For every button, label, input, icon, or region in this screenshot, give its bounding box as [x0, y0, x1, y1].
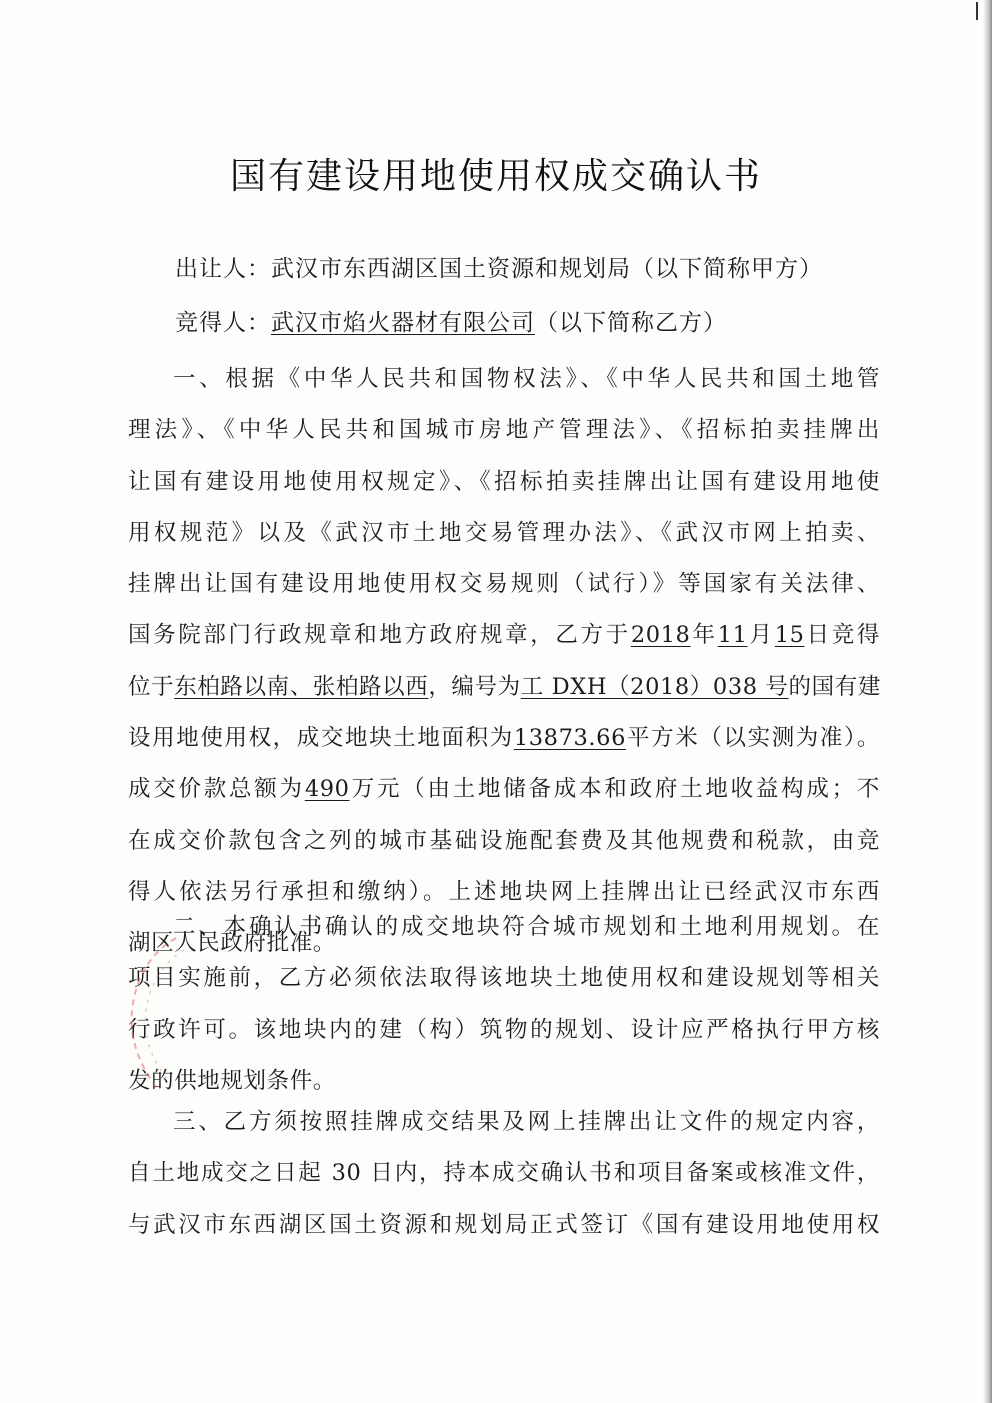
plot-location: 东柏路以南、张柏路以西	[174, 673, 429, 700]
text-run: 日竞得	[804, 622, 880, 649]
grantor-label: 出让人：	[175, 256, 271, 282]
scan-edge-mark	[976, 2, 978, 20]
section-1-line: 让国有建设用地使用权规定》、《招标拍卖挂牌出让国有建设用地使	[128, 468, 880, 495]
section-3-line: 三、乙方须按照挂牌成交结果及网上挂牌出让文件的规定内容，	[173, 1109, 880, 1135]
section-1-line: 一、根据《中华人民共和国物权法》、《中华人民共和国土地管	[173, 366, 880, 392]
document-title: 国有建设用地使用权成交确认书	[229, 156, 762, 197]
grantor-line	[175, 250, 823, 283]
text-run: ，编号为	[428, 673, 521, 700]
section-3-line: 自土地成交之日起 30 日内，持本成交确认书和项目备案或核准文件，	[128, 1160, 880, 1187]
section-1-line	[128, 713, 880, 764]
section-1-line	[128, 764, 880, 815]
section-1-line	[128, 662, 880, 713]
section-1-line: 得人依法另行承担和缴纳）。上述地块网上挂牌出让已经武汉市东西	[128, 878, 880, 905]
deal-price: 490	[304, 776, 350, 803]
grantor-name: 武汉市东西湖区国土资源和规划局	[271, 256, 631, 282]
bidder-name: 武汉市焰火器材有限公司	[271, 310, 535, 336]
section-1-line: 用权规范》以及《武汉市土地交易管理办法》、《武汉市网上拍卖、	[128, 519, 880, 546]
section-2-line: 行政许可。该地块内的建（构）筑物的规划、设计应严格执行甲方核	[128, 1016, 880, 1043]
plot-number: 工 DXH（2018）038 号	[520, 673, 789, 700]
text-run: 年	[690, 622, 718, 649]
bidder-label: 竞得人：	[175, 310, 271, 336]
text-run: 成交价款总额为	[128, 776, 305, 803]
text-run: 万元（由土地储备成本和政府土地收益构成；不	[349, 776, 880, 803]
text-run: 国务院部门行政规章和地方政府规章，乙方于	[128, 622, 631, 649]
section-3	[128, 1097, 880, 1251]
deal-month: 11	[717, 622, 748, 649]
section-2	[128, 902, 880, 1107]
section-3-line: 与武汉市东西湖区国土资源和规划局正式签订《国有建设用地使用权	[128, 1211, 880, 1238]
text-run: 月	[747, 622, 775, 649]
text-run: 的国有建	[788, 673, 881, 700]
section-1-line	[128, 610, 880, 661]
deal-day: 15	[774, 622, 805, 649]
section-1	[128, 354, 880, 970]
section-1-line: 挂牌出让国有建设用地使用权交易规则（试行）》等国家有关法律、	[128, 571, 880, 598]
section-2-line: 二、本确认书确认的成交地块符合城市规划和土地利用规划。在	[173, 914, 880, 940]
bidder-line	[175, 304, 727, 337]
section-1-line: 湖区人民政府批准。	[128, 930, 336, 957]
text-run: 设用地使用权，成交地块土地面积为	[128, 725, 514, 752]
plot-area: 13873.66	[513, 725, 626, 752]
grantor-suffix: （以下简称甲方）	[631, 256, 823, 282]
text-run: 位于	[128, 673, 175, 700]
deal-year: 2018	[630, 622, 691, 649]
bidder-suffix: （以下简称乙方）	[535, 310, 727, 336]
text-run: 平方米（以实测为准）。	[626, 725, 880, 752]
section-2-line: 项目实施前，乙方必须依法取得该地块土地使用权和建设规划等相关	[128, 965, 880, 992]
section-1-line: 在成交价款包含之列的城市基础设施配套费及其他规费和税款，由竞	[128, 827, 880, 854]
scan-edge-shadow	[983, 0, 992, 1403]
section-1-line: 理法》、《中华人民共和国城市房地产管理法》、《招标拍卖挂牌出	[128, 417, 880, 444]
section-2-line: 发的供地规划条件。	[128, 1067, 336, 1094]
